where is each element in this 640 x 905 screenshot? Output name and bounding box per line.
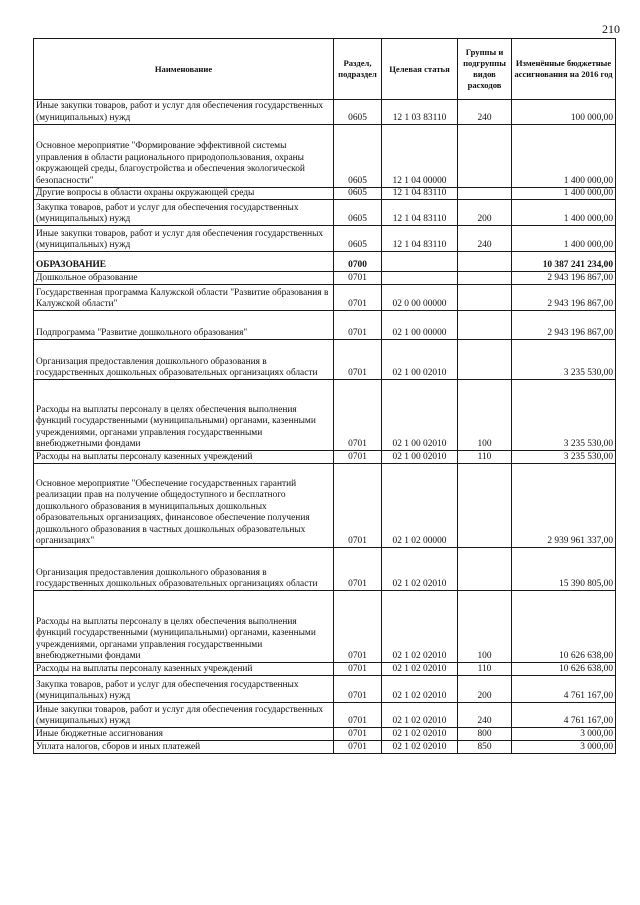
cell-amount: 10 626 638,00	[512, 591, 616, 663]
cell-name: Иные бюджетные ассигнования	[34, 728, 334, 741]
cell-name: Закупка товаров, работ и услуг для обеспечения государственных (муниципальных) нужд	[34, 200, 334, 226]
cell-amount: 1 400 000,00	[512, 200, 616, 226]
cell-name: Основное мероприятие "Обеспечение государственных гарантий реализации прав на получение общедоступного и бесплатного дошкольного образования в муниципальных дошкольных образовательных организациях, финансовое обеспечение получения дошкольного образования в частных дошкольных образовательных организациях"	[34, 464, 334, 548]
cell-name: Основное мероприятие "Формирование эффективной системы управления в области рационального природопользования, охраны окружающей среды, благоустройства и обеспечения экологической безопасности"	[34, 125, 334, 188]
table-body	[34, 100, 616, 754]
cell-name: Организация предоставления дошкольного образования в государственных дошкольных образовательных организациях области	[34, 548, 334, 591]
cell-section: 0701	[334, 591, 382, 663]
cell-target: 02 1 02 02010	[382, 728, 458, 741]
cell-amount: 3 235 530,00	[512, 340, 616, 380]
cell-group: 800	[458, 728, 512, 741]
cell-target: 02 1 02 02010	[382, 548, 458, 591]
cell-name: Иные закупки товаров, работ и услуг для обеспечения государственных (муниципальных) нужд	[34, 226, 334, 252]
header-section: Раздел, подраздел	[334, 39, 382, 100]
cell-group	[458, 125, 512, 188]
table-row	[34, 741, 616, 754]
cell-section: 0701	[334, 340, 382, 380]
cell-name: Закупка товаров, работ и услуг для обеспечения государственных (муниципальных) нужд	[34, 676, 334, 703]
cell-section: 0605	[334, 100, 382, 125]
table-row	[34, 728, 616, 741]
cell-target: 02 1 02 02010	[382, 591, 458, 663]
cell-name: Организация предоставления дошкольного образования в государственных дошкольных образовательных организациях области	[34, 340, 334, 380]
table-row	[34, 676, 616, 703]
cell-target: 02 1 00 02010	[382, 340, 458, 380]
cell-name: Расходы на выплаты персоналу в целях обеспечения выполнения функций государственными (муниципальными) органами, казенными учреждениями, органами управления государственными внебюджетными фондами	[34, 380, 334, 451]
table-row	[34, 272, 616, 285]
cell-target: 12 1 04 83110	[382, 200, 458, 226]
cell-section: 0605	[334, 188, 382, 200]
cell-amount: 3 235 530,00	[512, 451, 616, 464]
cell-group	[458, 340, 512, 380]
cell-section: 0605	[334, 226, 382, 252]
cell-section: 0701	[334, 663, 382, 676]
cell-target	[382, 252, 458, 272]
cell-group: 240	[458, 226, 512, 252]
cell-group	[458, 188, 512, 200]
table-row	[34, 703, 616, 728]
cell-target: 02 1 00 02010	[382, 380, 458, 451]
cell-group: 240	[458, 703, 512, 728]
cell-target: 02 1 00 02010	[382, 451, 458, 464]
cell-amount: 2 943 196 867,00	[512, 311, 616, 340]
cell-target: 02 1 00 00000	[382, 311, 458, 340]
table-row	[34, 663, 616, 676]
table-row	[34, 200, 616, 226]
cell-group: 100	[458, 591, 512, 663]
cell-amount: 100 000,00	[512, 100, 616, 125]
table-row	[34, 252, 616, 272]
cell-amount: 1 400 000,00	[512, 226, 616, 252]
cell-group	[458, 464, 512, 548]
cell-target: 12 1 04 00000	[382, 125, 458, 188]
cell-group: 110	[458, 451, 512, 464]
page-number: 210	[602, 22, 620, 36]
cell-amount: 3 000,00	[512, 741, 616, 754]
cell-name: Подпрограмма "Развитие дошкольного образования"	[34, 311, 334, 340]
header-name: Наименование	[34, 39, 334, 100]
table-row	[34, 188, 616, 200]
cell-section: 0701	[334, 728, 382, 741]
table-row	[34, 285, 616, 311]
cell-name: Дошкольное образование	[34, 272, 334, 285]
cell-group: 100	[458, 380, 512, 451]
cell-group: 850	[458, 741, 512, 754]
cell-group	[458, 548, 512, 591]
table-row	[34, 340, 616, 380]
cell-amount: 15 390 805,00	[512, 548, 616, 591]
cell-section: 0701	[334, 464, 382, 548]
cell-target: 12 1 04 83110	[382, 226, 458, 252]
cell-group	[458, 272, 512, 285]
cell-group	[458, 252, 512, 272]
table-row	[34, 591, 616, 663]
cell-group	[458, 311, 512, 340]
cell-group: 200	[458, 676, 512, 703]
cell-name: Иные закупки товаров, работ и услуг для обеспечения государственных (муниципальных) нужд	[34, 703, 334, 728]
header-target: Целевая статья	[382, 39, 458, 100]
cell-section: 0701	[334, 676, 382, 703]
table-row	[34, 380, 616, 451]
cell-amount: 4 761 167,00	[512, 703, 616, 728]
table-row	[34, 125, 616, 188]
table-header-row	[34, 39, 616, 100]
cell-name: Расходы на выплаты персоналу в целях обеспечения выполнения функций государственными (муниципальными) органами, казенными учреждениями, органами управления государственными внебюджетными фондами	[34, 591, 334, 663]
cell-amount: 10 387 241 234,00	[512, 252, 616, 272]
table-row	[34, 311, 616, 340]
cell-section: 0701	[334, 451, 382, 464]
table-row	[34, 464, 616, 548]
table-row	[34, 451, 616, 464]
cell-name: Уплата налогов, сборов и иных платежей	[34, 741, 334, 754]
cell-group: 110	[458, 663, 512, 676]
table-row	[34, 100, 616, 125]
cell-name: Расходы на выплаты персоналу казенных учреждений	[34, 663, 334, 676]
budget-table	[33, 38, 616, 754]
cell-section: 0701	[334, 741, 382, 754]
cell-amount: 2 939 961 337,00	[512, 464, 616, 548]
cell-target: 02 1 02 00000	[382, 464, 458, 548]
cell-amount: 2 943 196 867,00	[512, 285, 616, 311]
header-amount: Изменённые бюджетные ассигнования на 2016 год	[512, 39, 616, 100]
cell-amount: 3 000,00	[512, 728, 616, 741]
cell-group: 200	[458, 200, 512, 226]
cell-target: 12 1 04 83110	[382, 188, 458, 200]
table-row	[34, 226, 616, 252]
cell-amount: 1 400 000,00	[512, 188, 616, 200]
cell-section: 0701	[334, 311, 382, 340]
cell-target: 02 0 00 00000	[382, 285, 458, 311]
cell-target: 02 1 02 02010	[382, 741, 458, 754]
cell-section: 0701	[334, 703, 382, 728]
cell-section: 0605	[334, 200, 382, 226]
cell-amount: 4 761 167,00	[512, 676, 616, 703]
header-groups: Группы и подгруппы видов расходов	[458, 39, 512, 100]
cell-amount: 10 626 638,00	[512, 663, 616, 676]
cell-amount: 1 400 000,00	[512, 125, 616, 188]
cell-amount: 2 943 196 867,00	[512, 272, 616, 285]
cell-name: Другие вопросы в области охраны окружающей среды	[34, 188, 334, 200]
cell-target: 02 1 02 02010	[382, 703, 458, 728]
cell-section: 0701	[334, 548, 382, 591]
cell-name: Государственная программа Калужской области "Развитие образования в Калужской области"	[34, 285, 334, 311]
cell-target: 02 1 02 02010	[382, 663, 458, 676]
cell-name: Расходы на выплаты персоналу казенных учреждений	[34, 451, 334, 464]
cell-group: 240	[458, 100, 512, 125]
cell-section: 0701	[334, 285, 382, 311]
cell-target: 12 1 03 83110	[382, 100, 458, 125]
cell-section: 0700	[334, 252, 382, 272]
cell-section: 0605	[334, 125, 382, 188]
cell-section: 0701	[334, 380, 382, 451]
table-row	[34, 548, 616, 591]
cell-name: ОБРАЗОВАНИЕ	[34, 252, 334, 272]
cell-group	[458, 285, 512, 311]
cell-target	[382, 272, 458, 285]
cell-amount: 3 235 530,00	[512, 380, 616, 451]
cell-target: 02 1 02 02010	[382, 676, 458, 703]
cell-section: 0701	[334, 272, 382, 285]
cell-name: Иные закупки товаров, работ и услуг для обеспечения государственных (муниципальных) нужд	[34, 100, 334, 125]
